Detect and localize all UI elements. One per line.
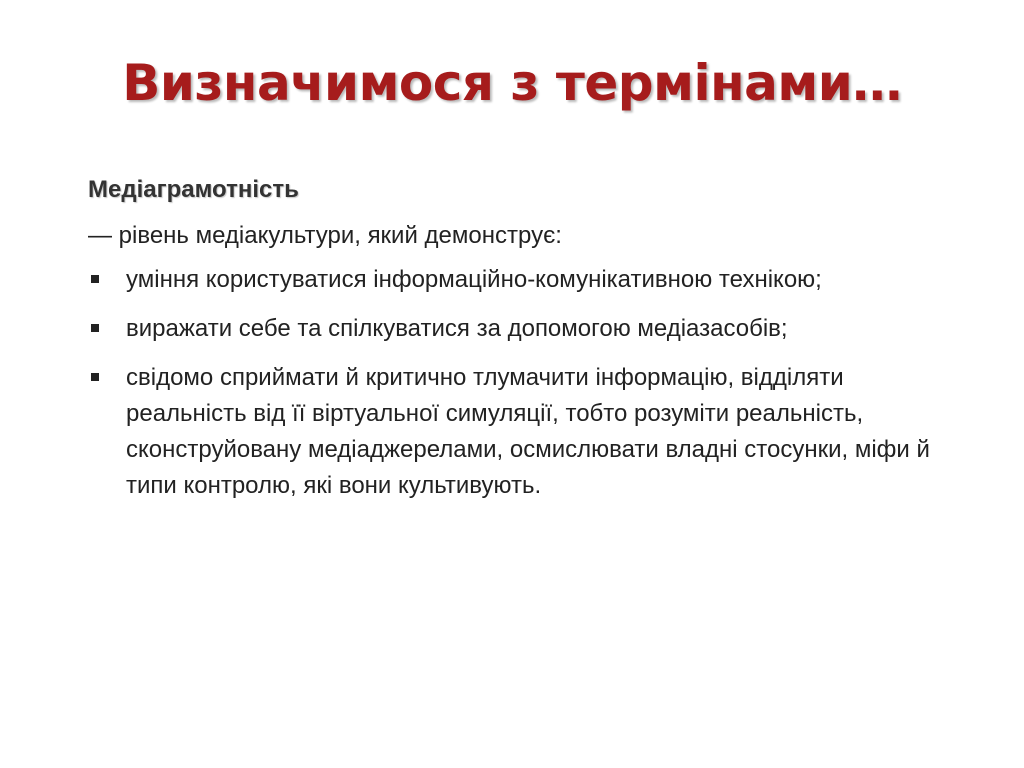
- term-heading: Медіаграмотність: [88, 176, 299, 203]
- square-bullet-icon: [91, 275, 99, 283]
- list-item: [88, 311, 968, 347]
- list-item-text: свідомо сприймати й критично тлумачити інформацію, відділяти реальність від її віртуальної симуляції, тобто розуміти реальність, сконструйовану медіаджерелами, осмислювати владні стосунки, міфи й типи контролю, які вони культивують.: [126, 364, 930, 499]
- bullet-list: [88, 262, 968, 504]
- list-item-text: уміння користуватися інформаційно-комунікативною технікою;: [126, 266, 822, 293]
- list-item: [88, 262, 968, 298]
- square-bullet-icon: [91, 373, 99, 381]
- term-definition: — рівень медіакультури, який демонструє:: [88, 222, 562, 249]
- slide-title: Визначимося з термінами…: [122, 54, 902, 112]
- list-item: [88, 360, 968, 504]
- slide-content: [88, 172, 968, 517]
- square-bullet-icon: [91, 324, 99, 332]
- list-item-text: виражати себе та спілкуватися за допомогою медіазасобів;: [126, 315, 788, 342]
